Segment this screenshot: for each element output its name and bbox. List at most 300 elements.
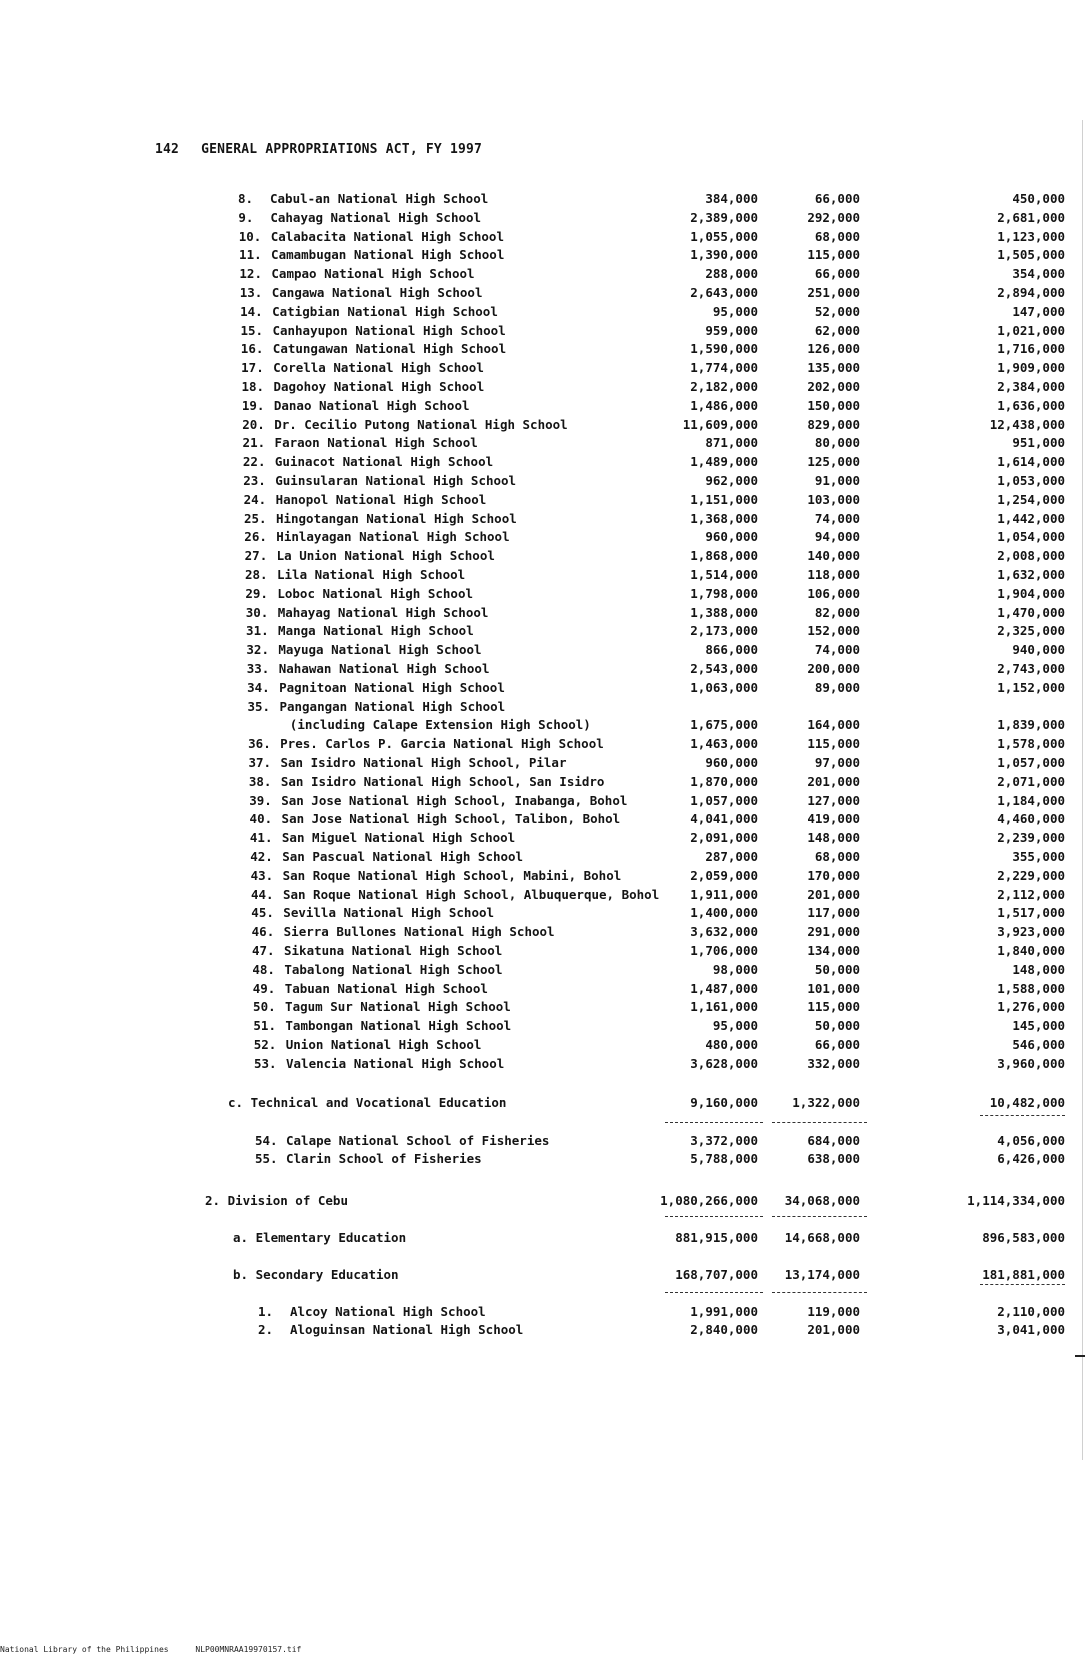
elementary-col-b: 14,668,000 (784, 1230, 860, 1245)
row-col-a: 1,151,000 (690, 491, 758, 507)
row-col-b: 152,000 (807, 623, 860, 639)
row-name: Hinlayagan National High School (276, 529, 510, 545)
row-col-b: 52,000 (814, 303, 860, 319)
table-row (0, 453, 1085, 471)
row-col-c: 1,505,000 (997, 247, 1065, 263)
row-col-b: 201,000 (807, 1322, 860, 1337)
row-col-c: 1,123,000 (997, 228, 1065, 244)
row-col-a: 384,000 (705, 191, 758, 206)
cebu-label: 2. Division of Cebu (205, 1193, 348, 1208)
row-col-b: 164,000 (807, 717, 860, 733)
row-col-b: 150,000 (807, 397, 860, 413)
row-name: San Roque National High School, Mabini, Bohol (282, 867, 622, 883)
row-col-a: 4,041,000 (690, 811, 758, 827)
row-col-c: 1,578,000 (997, 736, 1065, 752)
row-name: Tabuan National High School (284, 980, 488, 996)
row-col-a: 1,063,000 (690, 679, 758, 695)
table-row (0, 397, 1085, 415)
row-number: 43. (250, 867, 274, 883)
row-col-b: 89,000 (814, 679, 860, 695)
row-number: 10. (238, 228, 262, 244)
table-row (0, 679, 1085, 697)
row-col-b: 170,000 (807, 867, 860, 883)
row-col-c: 1,909,000 (997, 360, 1065, 376)
row-name: La Union National High School (276, 548, 495, 564)
row-number: 23. (243, 473, 266, 488)
table-row (0, 604, 1085, 622)
row-col-a: 1,514,000 (690, 567, 758, 582)
row-col-b: 135,000 (807, 360, 860, 376)
row-number: 21. (242, 435, 266, 451)
file-name: NLP00MNRAA19970157.tif (195, 1645, 302, 1654)
row-col-c: 12,438,000 (989, 416, 1065, 432)
row-name: Campao National High School (271, 266, 475, 282)
row-number: 39. (249, 792, 272, 808)
row-col-a: 1,911,000 (690, 886, 758, 902)
secondary-col-b: 13,174,000 (784, 1267, 860, 1282)
row-number: 46. (251, 924, 275, 940)
row-col-c: 2,894,000 (997, 285, 1065, 300)
row-col-b: 119,000 (807, 1304, 860, 1319)
elementary-education-row (0, 1229, 1085, 1247)
row-col-b: 50,000 (814, 1018, 860, 1034)
row-number: 55. (255, 1151, 278, 1166)
row-col-c: 3,041,000 (997, 1322, 1065, 1337)
table-row (0, 904, 1085, 922)
row-col-b: 126,000 (807, 341, 860, 357)
row-col-a: 3,632,000 (690, 924, 758, 940)
row-col-a: 1,675,000 (690, 717, 758, 733)
row-col-c: 3,923,000 (997, 924, 1065, 940)
row-col-b: 200,000 (807, 661, 860, 676)
table-row (0, 698, 1085, 716)
table-row (0, 1150, 1085, 1168)
row-col-b: 117,000 (807, 905, 860, 921)
edge-mark (1075, 1355, 1085, 1357)
row-number: 12. (239, 266, 262, 282)
row-number: 32. (246, 642, 269, 658)
row-col-b: 829,000 (807, 416, 860, 432)
row-name: Loboc National High School (277, 585, 474, 601)
technical-vocational-row (0, 1094, 1085, 1112)
row-col-b: 332,000 (807, 1055, 860, 1071)
row-col-a: 3,372,000 (690, 1133, 758, 1148)
row-col-a: 2,543,000 (690, 661, 758, 676)
table-row (0, 1303, 1085, 1321)
row-col-a: 1,991,000 (690, 1304, 758, 1319)
row-name: Sikatuna National High School (284, 943, 503, 958)
row-number: 30. (245, 604, 269, 620)
row-col-b: 91,000 (814, 473, 860, 488)
table-row (0, 641, 1085, 659)
table-row (0, 416, 1085, 434)
table-row (0, 998, 1085, 1016)
table-row (0, 867, 1085, 885)
row-name: Dr. Cecilio Putong National High School (274, 416, 568, 432)
row-col-b: 82,000 (814, 604, 860, 620)
row-number: 50. (253, 999, 276, 1015)
row-number: 52. (253, 1037, 277, 1052)
row-number: 25. (243, 510, 267, 526)
row-col-c: 2,681,000 (997, 209, 1065, 225)
row-number: 38. (248, 773, 272, 789)
row-name: Canhayupon National High School (272, 322, 506, 338)
table-row (0, 961, 1085, 979)
table-row (0, 848, 1085, 866)
row-name: Catungawan National High School (272, 341, 507, 357)
row-col-a: 960,000 (705, 529, 758, 545)
table-row (0, 472, 1085, 490)
row-col-c: 1,057,000 (997, 755, 1065, 770)
row-number: 1. (258, 1304, 274, 1319)
row-col-c: 1,636,000 (997, 397, 1065, 413)
secondary-col-a: 168,707,000 (675, 1267, 758, 1282)
row-col-c: 1,021,000 (997, 322, 1065, 338)
row-col-c: 940,000 (1012, 642, 1065, 658)
row-number: 44. (250, 886, 274, 902)
row-number: 27. (244, 548, 268, 564)
row-col-a: 1,486,000 (690, 397, 758, 413)
row-number: 15. (240, 322, 264, 338)
table-row (0, 434, 1085, 452)
row-col-c: 148,000 (1012, 961, 1065, 977)
row-number: 53. (254, 1055, 277, 1071)
table-row (0, 491, 1085, 509)
row-name: Union National High School (285, 1037, 482, 1052)
row-col-c: 1,276,000 (997, 999, 1065, 1015)
row-col-c: 3,960,000 (997, 1055, 1065, 1071)
row-name: San Jose National High School, Inabanga, Bohol (281, 792, 628, 808)
row-col-a: 1,368,000 (690, 510, 758, 526)
table-row (0, 735, 1085, 753)
row-number: 19. (241, 397, 265, 413)
row-col-c: 1,588,000 (997, 980, 1065, 996)
row-name: Pres. Carlos P. Garcia National High School (280, 736, 604, 752)
row-col-c: 2,239,000 (997, 830, 1065, 846)
table-row (0, 228, 1085, 246)
row-number: 33. (246, 661, 270, 676)
row-col-b: 66,000 (814, 1037, 860, 1052)
row-number: 40. (249, 811, 273, 827)
row-col-a: 2,182,000 (690, 379, 758, 394)
row-name: Pagnitoan National High School (279, 679, 505, 695)
table-row (0, 1132, 1085, 1150)
table-row (0, 284, 1085, 302)
row-col-c: 1,614,000 (997, 454, 1065, 470)
row-col-c: 1,840,000 (997, 943, 1065, 958)
table-row (0, 359, 1085, 377)
division-cebu-row (0, 1192, 1085, 1210)
scan-footer (0, 1645, 323, 1654)
elementary-col-a: 881,915,000 (675, 1230, 758, 1245)
table-row (0, 1321, 1085, 1339)
row-number: 34. (247, 679, 270, 695)
row-col-b: 68,000 (814, 849, 860, 864)
rule (980, 1284, 1065, 1285)
row-number: 41. (249, 830, 273, 846)
row-col-b: 68,000 (814, 228, 860, 244)
table-row (0, 829, 1085, 847)
row-col-a: 962,000 (705, 473, 758, 488)
row-name: Danao National High School (273, 397, 470, 413)
page-number: 142 (155, 142, 180, 157)
row-col-a: 1,057,000 (690, 792, 758, 808)
row-number: 18. (241, 379, 265, 394)
row-col-b: 106,000 (807, 585, 860, 601)
table-row (0, 660, 1085, 678)
row-name: Tambongan National High School (285, 1018, 512, 1034)
row-number: 13. (239, 285, 263, 300)
row-col-a: 5,788,000 (690, 1151, 758, 1166)
row-col-b: 148,000 (807, 830, 860, 846)
row-name: Calape National School of Fisheries (286, 1133, 550, 1148)
row-col-c: 1,442,000 (997, 510, 1065, 526)
row-col-a: 1,489,000 (690, 454, 758, 470)
row-col-a: 2,389,000 (690, 209, 758, 225)
row-col-b: 103,000 (807, 491, 860, 507)
row-col-c: 145,000 (1012, 1018, 1065, 1034)
row-name: Guinacot National High School (274, 454, 494, 470)
row-name: Guinsularan National High School (275, 473, 517, 488)
row-number: 35. (247, 698, 271, 714)
row-number: 16. (240, 341, 264, 357)
row-name: Hanopol National High School (275, 491, 487, 507)
rule (772, 1292, 867, 1293)
row-col-a: 1,390,000 (690, 247, 758, 263)
row-number: 28. (245, 567, 268, 582)
row-number: 26. (244, 529, 267, 545)
technical-label: c. Technical and Vocational Education (228, 1095, 507, 1110)
row-col-c: 6,426,000 (997, 1151, 1065, 1166)
row-col-c: 1,053,000 (997, 473, 1065, 488)
row-col-a: 95,000 (712, 303, 758, 319)
row-col-a: 1,463,000 (690, 736, 758, 752)
table-row (0, 1036, 1085, 1054)
row-number: 47. (252, 943, 275, 958)
row-name: Corella National High School (273, 360, 484, 376)
row-number: 20. (242, 416, 265, 432)
row-col-c: 2,110,000 (997, 1304, 1065, 1319)
row-col-c: 1,517,000 (997, 905, 1065, 921)
row-col-b: 291,000 (807, 924, 860, 940)
row-col-c: 4,056,000 (997, 1133, 1065, 1148)
row-col-a: 1,487,000 (690, 980, 758, 996)
row-col-c: 546,000 (1012, 1037, 1065, 1052)
table-row (0, 340, 1085, 358)
row-col-a: 11,609,000 (682, 416, 758, 432)
row-col-a: 2,091,000 (690, 830, 758, 846)
row-number: 51. (253, 1018, 276, 1034)
table-row (0, 190, 1085, 208)
row-col-c: 1,839,000 (997, 717, 1065, 733)
secondary-education-row (0, 1266, 1085, 1284)
row-name: San Isidro National High School, San Isidro (280, 773, 605, 789)
row-col-c: 4,460,000 (997, 811, 1065, 827)
row-number: 9. (238, 209, 254, 225)
row-col-a: 1,161,000 (690, 999, 758, 1015)
row-name: (including Calape Extension High School) (289, 717, 591, 733)
table-row (0, 1055, 1085, 1073)
row-col-a: 1,870,000 (690, 773, 758, 789)
row-col-c: 951,000 (1012, 435, 1065, 451)
row-col-a: 1,798,000 (690, 585, 758, 601)
row-col-b: 97,000 (814, 755, 860, 770)
row-number: 29. (245, 585, 268, 601)
row-col-c: 2,325,000 (997, 623, 1065, 639)
row-col-a: 3,628,000 (690, 1055, 758, 1071)
row-name: San Miguel National High School (281, 830, 516, 846)
row-name: Mayuga National High School (278, 642, 482, 658)
row-number: 36. (248, 736, 271, 752)
table-row (0, 585, 1085, 603)
rule (665, 1122, 763, 1123)
cebu-col-c: 1,114,334,000 (967, 1193, 1065, 1208)
row-name: Cangawa National High School (271, 285, 483, 300)
row-number: 45. (251, 905, 274, 921)
row-col-a: 480,000 (705, 1037, 758, 1052)
row-col-a: 1,868,000 (690, 548, 758, 564)
table-row (0, 528, 1085, 546)
row-name: Hingotangan National High School (275, 510, 517, 526)
row-col-b: 115,000 (807, 736, 860, 752)
elementary-col-c: 896,583,000 (982, 1230, 1065, 1245)
row-name: Faraon National High School (274, 435, 478, 451)
row-number: 14. (240, 303, 263, 319)
row-number: 17. (241, 360, 264, 376)
technical-col-b: 1,322,000 (792, 1095, 860, 1110)
row-col-b: 115,000 (807, 247, 860, 263)
table-row (0, 378, 1085, 396)
row-col-b: 62,000 (814, 322, 860, 338)
library-credit: National Library of the Philippines (0, 1645, 169, 1654)
row-col-a: 2,173,000 (690, 623, 758, 639)
table-row (0, 510, 1085, 528)
row-col-c: 2,743,000 (997, 661, 1065, 676)
row-col-b: 125,000 (807, 454, 860, 470)
row-col-c: 147,000 (1012, 303, 1065, 319)
row-col-c: 2,112,000 (997, 886, 1065, 902)
row-col-b: 292,000 (807, 209, 860, 225)
table-row (0, 980, 1085, 998)
rule (665, 1216, 763, 1217)
row-col-b: 201,000 (807, 773, 860, 789)
row-col-a: 2,643,000 (690, 285, 758, 300)
row-col-a: 2,059,000 (690, 867, 758, 883)
row-col-a: 287,000 (705, 849, 758, 864)
row-col-b: 66,000 (814, 266, 860, 282)
row-col-a: 2,840,000 (690, 1322, 758, 1337)
row-col-a: 1,400,000 (690, 905, 758, 921)
row-col-a: 960,000 (705, 755, 758, 770)
row-number: 31. (246, 623, 269, 639)
row-name: Tagum Sur National High School (285, 999, 511, 1015)
row-col-b: 50,000 (814, 961, 860, 977)
row-col-a: 866,000 (705, 642, 758, 658)
table-row (0, 622, 1085, 640)
row-name: San Jose National High School, Talibon, Bohol (281, 811, 621, 827)
table-row (0, 265, 1085, 283)
row-number: 8. (238, 191, 254, 206)
row-name: Sierra Bullones National High School (283, 924, 555, 940)
row-col-b: 101,000 (807, 980, 860, 996)
row-col-c: 354,000 (1012, 266, 1065, 282)
row-col-b: 251,000 (807, 285, 860, 300)
rule (980, 1115, 1065, 1116)
row-col-a: 1,706,000 (690, 943, 758, 958)
table-row (0, 810, 1085, 828)
row-col-a: 959,000 (705, 322, 758, 338)
row-col-c: 2,008,000 (997, 548, 1065, 564)
row-name: Sevilla National High School (283, 905, 495, 921)
row-name: Catigbian National High School (272, 303, 498, 319)
row-name: Mahayag National High School (277, 604, 489, 620)
row-name: Nahawan National High School (278, 661, 490, 676)
row-name: Calabacita National High School (270, 228, 504, 244)
table-row (0, 773, 1085, 791)
elementary-label: a. Elementary Education (233, 1230, 407, 1245)
row-name: Valencia National High School (286, 1055, 505, 1071)
row-col-a: 1,388,000 (690, 604, 758, 620)
row-col-b: 74,000 (814, 510, 860, 526)
row-col-a: 1,590,000 (690, 341, 758, 357)
table-row (0, 303, 1085, 321)
row-col-c: 2,071,000 (997, 773, 1065, 789)
rule (772, 1216, 867, 1217)
row-col-b: 66,000 (814, 191, 860, 206)
page-edge (1082, 120, 1083, 1460)
cebu-col-b: 34,068,000 (784, 1193, 860, 1208)
row-number: 42. (250, 849, 273, 864)
row-col-b: 74,000 (814, 642, 860, 658)
row-col-b: 134,000 (807, 943, 860, 958)
table-row (0, 716, 1085, 734)
row-col-a: 98,000 (712, 961, 758, 977)
row-col-c: 1,184,000 (997, 792, 1065, 808)
row-number: 2. (258, 1322, 274, 1337)
technical-col-c: 10,482,000 (989, 1095, 1065, 1110)
table-row (0, 566, 1085, 584)
row-number: 48. (252, 961, 275, 977)
table-row (0, 886, 1085, 904)
row-col-b: 80,000 (814, 435, 860, 451)
row-col-b: 118,000 (807, 567, 860, 582)
row-number: 11. (239, 247, 262, 263)
row-col-c: 1,254,000 (997, 491, 1065, 507)
secondary-label: b. Secondary Education (233, 1267, 399, 1282)
technical-col-a: 9,160,000 (690, 1095, 758, 1110)
row-col-c: 1,716,000 (997, 341, 1065, 357)
row-col-a: 1,055,000 (690, 228, 758, 244)
table-row (0, 322, 1085, 340)
row-number: 54. (255, 1133, 278, 1148)
row-col-a: 871,000 (705, 435, 758, 451)
row-col-c: 355,000 (1012, 849, 1065, 864)
row-col-b: 115,000 (807, 999, 860, 1015)
row-col-a: 1,774,000 (690, 360, 758, 376)
row-col-c: 1,054,000 (997, 529, 1065, 545)
table-row (0, 942, 1085, 960)
row-name: Clarin School of Fisheries (286, 1151, 482, 1166)
row-name: Alcoy National High School (290, 1304, 486, 1319)
row-col-b: 201,000 (807, 886, 860, 902)
row-name: Cabul-an National High School (270, 191, 489, 206)
row-name: Dagohoy National High School (273, 379, 485, 394)
row-number: 49. (252, 980, 276, 996)
page-header (155, 142, 482, 157)
rule (665, 1292, 763, 1293)
page-title: GENERAL APPROPRIATIONS ACT, FY 1997 (201, 142, 483, 157)
row-name: Pangangan National High School (279, 698, 506, 714)
